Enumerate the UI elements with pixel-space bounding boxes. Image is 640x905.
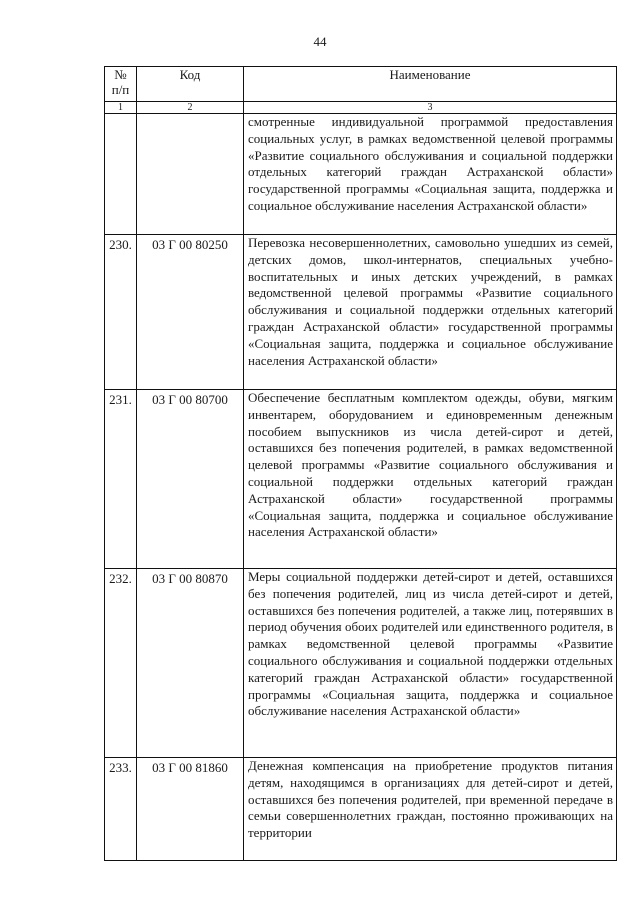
row-code: 03 Г 00 80250 bbox=[137, 235, 244, 390]
row-number: 230. bbox=[105, 235, 137, 390]
header-code: Код bbox=[137, 67, 244, 102]
header-row bbox=[105, 67, 617, 102]
row-name: смотренные индивидуальной программой предоставления социальных услуг, в рамках ведомственной целевой программы «Развитие социального обслуживания и социальной поддержки отдельных категорий граждан Астраханской области» государственной программы «Социальная защита, поддержка и социальное обслуживание населения Астраханской области» bbox=[244, 114, 617, 235]
row-code: 03 Г 00 80700 bbox=[137, 390, 244, 569]
budget-classification-table bbox=[104, 66, 617, 861]
table-row bbox=[105, 569, 617, 758]
row-name: Меры социальной поддержки детей-сирот и детей, оставшихся без попечения родителей, лиц из числа детей-сирот и детей, оставшихся без попечения родителей, а также лиц, потерявших в период обучения обоих родителей или единственного родителя, в рамках ведомственной целевой программы «Развитие социального обслуживания и социальной поддержки отдельных категорий граждан Астраханской области» государственной программы «Социальная защита, поддержка и социальное обслуживание населения Астраханской области» bbox=[244, 569, 617, 758]
table-row bbox=[105, 758, 617, 861]
row-name: Обеспечение бесплатным комплектом одежды, обуви, мягким инвентарем, оборудованием и единовременным денежным пособием выпускников из числа детей-сирот и детей, оставшихся без попечения родителей, в рамках ведомственной целевой программы «Развитие социального обслуживания и социальной поддержки отдельных категорий граждан Астраханской области» государственной программы «Социальная защита, поддержка и социальное обслуживание населения Астраханской области» bbox=[244, 390, 617, 569]
row-code: 03 Г 00 81860 bbox=[137, 758, 244, 861]
row-name: Перевозка несовершеннолетних, самовольно ушедших из семей, детских домов, школ-интернатов, специальных учебно-воспитательных и иных детских учреждений, в рамках ведомственной целевой программы «Развитие социального обслуживания и социальной поддержки отдельных категорий граждан Астраханской области» государственной программы «Социальная защита, поддержка и социальное обслуживание населения Астраханской области» bbox=[244, 235, 617, 390]
row-number: 231. bbox=[105, 390, 137, 569]
header-num-label: № п/п bbox=[111, 67, 130, 97]
row-number: 232. bbox=[105, 569, 137, 758]
row-name: Денежная компенсация на приобретение продуктов питания детям, находящимся в организациях для детей-сирот и детей, оставшихся без попечения родителей, при временной передаче в семьи совершеннолетних граждан, постоянно проживающих на территории bbox=[244, 758, 617, 861]
table-row bbox=[105, 235, 617, 390]
row-number bbox=[105, 114, 137, 235]
table-row bbox=[105, 390, 617, 569]
header-num bbox=[105, 67, 137, 102]
column-index-2: 2 bbox=[137, 102, 244, 114]
row-code bbox=[137, 114, 244, 235]
page-number: 44 bbox=[313, 34, 327, 49]
row-code: 03 Г 00 80870 bbox=[137, 569, 244, 758]
table-row bbox=[105, 114, 617, 235]
column-index-row bbox=[105, 102, 617, 114]
column-index-3: 3 bbox=[244, 102, 617, 114]
column-index-1: 1 bbox=[105, 102, 137, 114]
row-number: 233. bbox=[105, 758, 137, 861]
header-name: Наименование bbox=[244, 67, 617, 102]
